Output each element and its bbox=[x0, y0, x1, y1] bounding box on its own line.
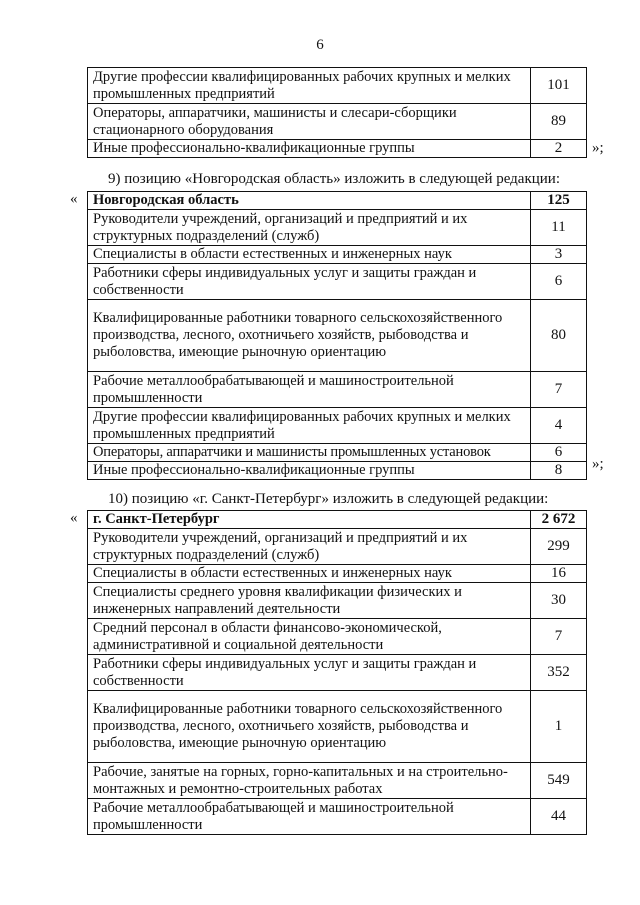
row-value: 299 bbox=[531, 529, 587, 565]
row-label: Работники сферы индивидуальных услуг и защиты граждан и собственности bbox=[88, 264, 531, 300]
table-row bbox=[88, 444, 587, 462]
row-value: 2 bbox=[531, 140, 587, 158]
table-row bbox=[88, 763, 587, 799]
row-value: 30 bbox=[531, 583, 587, 619]
table-row bbox=[88, 68, 587, 104]
table-novgorod bbox=[87, 191, 587, 480]
row-label: Другие профессии квалифицированных рабочих крупных и мелких промышленных предприятий bbox=[88, 68, 531, 104]
table-row bbox=[88, 104, 587, 140]
table-row bbox=[88, 565, 587, 583]
page-number: 6 bbox=[316, 37, 324, 53]
row-label: Специалисты в области естественных и инженерных наук bbox=[88, 565, 531, 583]
table-row bbox=[88, 210, 587, 246]
row-value: 3 bbox=[531, 246, 587, 264]
region-name: Новгородская область bbox=[88, 192, 531, 210]
table-row bbox=[88, 140, 587, 158]
table-row bbox=[88, 462, 587, 480]
opening-quote: « bbox=[70, 510, 78, 526]
row-label: Другие профессии квалифицированных рабочих крупных и мелких промышленных предприятий bbox=[88, 408, 531, 444]
row-label: Средний персонал в области финансово-экономической, административной и социальной деятельности bbox=[88, 619, 531, 655]
row-value: 89 bbox=[531, 104, 587, 140]
row-label: Специалисты среднего уровня квалификации физических и инженерных направлений деятельности bbox=[88, 583, 531, 619]
row-label: Рабочие, занятые на горных, горно-капитальных и на строительно-монтажных и ремонтно-строительных работах bbox=[88, 763, 531, 799]
row-label: Иные профессионально-квалификационные группы bbox=[88, 140, 531, 158]
section-9-intro: 9) позицию «Новгородская область» изложить в следующей редакции: bbox=[108, 171, 561, 187]
row-value: 352 bbox=[531, 655, 587, 691]
table-row bbox=[88, 264, 587, 300]
row-label: Операторы, аппаратчики, машинисты и слесари-сборщики стационарного оборудования bbox=[88, 104, 531, 140]
row-label: Квалифицированные работники товарного сельскохозяйственного производства, лесного, охотничьего хозяйств, рыбоводства и рыболовства, имеющие рыночную ориентацию bbox=[88, 691, 531, 763]
row-label: Руководители учреждений, организаций и предприятий и их структурных подразделений (служб) bbox=[88, 529, 531, 565]
closing-quote: »; bbox=[592, 140, 604, 156]
row-label: Квалифицированные работники товарного сельскохозяйственного производства, лесного, охотничьего хозяйств, рыбоводства и рыболовства, имеющие рыночную ориентацию bbox=[88, 300, 531, 372]
table-row bbox=[88, 372, 587, 408]
table-row bbox=[88, 619, 587, 655]
row-label: Иные профессионально-квалификационные группы bbox=[88, 462, 531, 480]
table-row bbox=[88, 691, 587, 763]
row-value: 101 bbox=[531, 68, 587, 104]
region-name: г. Санкт-Петербург bbox=[88, 511, 531, 529]
section-10-intro: 10) позицию «г. Санкт-Петербург» изложить в следующей редакции: bbox=[108, 491, 549, 507]
row-label: Операторы, аппаратчики и машинисты промышленных установок bbox=[88, 444, 531, 462]
row-value: 16 bbox=[531, 565, 587, 583]
row-value: 7 bbox=[531, 619, 587, 655]
table-row bbox=[88, 246, 587, 264]
opening-quote: « bbox=[70, 191, 78, 207]
row-label: Специалисты в области естественных и инженерных наук bbox=[88, 246, 531, 264]
row-value: 11 bbox=[531, 210, 587, 246]
region-total: 2 672 bbox=[531, 511, 587, 529]
row-label: Работники сферы индивидуальных услуг и защиты граждан и собственности bbox=[88, 655, 531, 691]
closing-quote: »; bbox=[592, 456, 604, 472]
table-row bbox=[88, 529, 587, 565]
row-label: Рабочие металлообрабатывающей и машиностроительной промышленности bbox=[88, 372, 531, 408]
table-continuation bbox=[87, 67, 587, 158]
row-value: 8 bbox=[531, 462, 587, 480]
table-row bbox=[88, 300, 587, 372]
table-header-row bbox=[88, 192, 587, 210]
row-value: 4 bbox=[531, 408, 587, 444]
table-header-row bbox=[88, 511, 587, 529]
table-row bbox=[88, 583, 587, 619]
row-label: Руководители учреждений, организаций и предприятий и их структурных подразделений (служб) bbox=[88, 210, 531, 246]
region-total: 125 bbox=[531, 192, 587, 210]
table-row bbox=[88, 655, 587, 691]
row-value: 549 bbox=[531, 763, 587, 799]
table-spb bbox=[87, 510, 587, 835]
table-row bbox=[88, 799, 587, 835]
row-value: 6 bbox=[531, 444, 587, 462]
row-value: 1 bbox=[531, 691, 587, 763]
row-value: 80 bbox=[531, 300, 587, 372]
table-row bbox=[88, 408, 587, 444]
row-value: 7 bbox=[531, 372, 587, 408]
row-value: 6 bbox=[531, 264, 587, 300]
row-label: Рабочие металлообрабатывающей и машиностроительной промышленности bbox=[88, 799, 531, 835]
row-value: 44 bbox=[531, 799, 587, 835]
